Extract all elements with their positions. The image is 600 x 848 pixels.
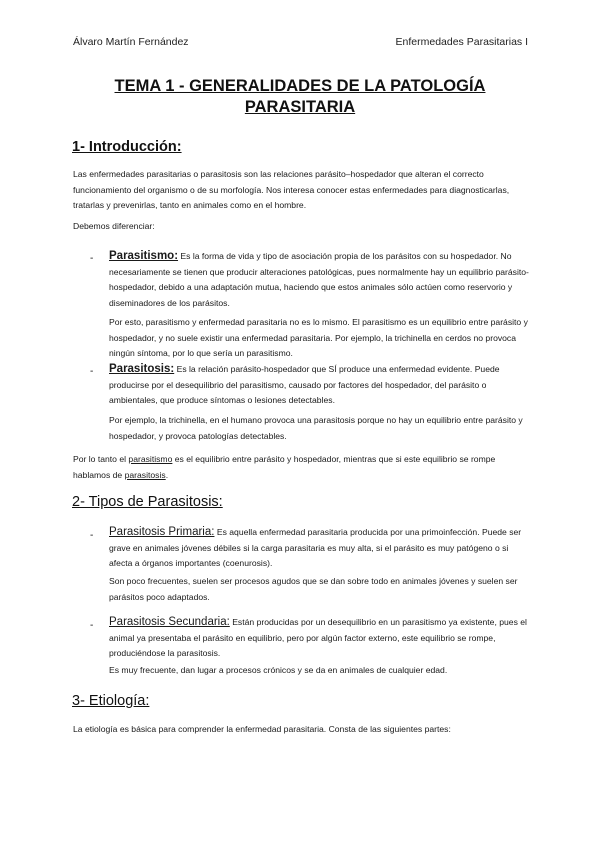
header-subject: Enfermedades Parasitarias I [395,36,528,48]
list-dash: - [90,366,94,377]
list-item-primaria [109,525,534,572]
list-item-secundaria [109,615,534,662]
etiologia-paragraph: La etiología es básica para comprender la enfermedad parasitaria. Consta de las siguientes partes: [73,724,451,734]
intro-paragraph: Las enfermedades parasitarias o parasitosis son las relaciones parásito–hospedador que alteran el correcto funcionamiento del organismo o de su morfología. Nos interesa conocer estas enfermedades para diagnosticarlas, tratarlas y prevenirlas, tanto en animales como en el hombre. [73,169,510,210]
document-title: TEMA 1 - GENERALIDADES DE LA PATOLOGÍA PARASITARIA [114,77,486,116]
list-dash: - [90,620,94,631]
section-heading-introduccion: 1- Introducción: [72,139,182,155]
list-item-parasitosis [109,362,534,409]
list-dash: - [90,530,94,541]
definition-parasitosis: Es la relación parásito-hospedador que SÍ produce una enfermedad evidente. Puede producirse por el desequilibrio del parasitismo, causado por factores del hospedador, del parásito o ambientales, que produce síntomas o lesiones detectables. [109,364,500,405]
term-primaria: Parasitosis Primaria: [109,526,215,538]
term-parasitosis: Parasitosis: [109,363,175,375]
definition-primaria: Es aquella enfermedad parasitaria producida por una primoinfección. Puede ser grave en animales jóvenes débiles si la carga parasitaria es muy alta, si el parásito es muy patógeno o si afecta a órganos importantes (coenurosis). [109,527,522,568]
conclusion-paragraph [73,452,533,483]
secundaria-extra: Es muy frecuente, dan lugar a procesos crónicos y se da en animales de cualquier edad. [109,665,448,675]
section-heading-tipos: 2- Tipos de Parasitosis: [72,494,223,510]
definition-parasitismo: Es la forma de vida y tipo de asociación propia de los parásitos con su hospedador. No necesariamente se tienen que producir alteraciones patológicas, pues normalmente hay un equilibrio parásito-hospedador, debido a una adaptación mutua, haciendo que estos animales sólo actúen como reservorio y diseminadores de los parásitos. [109,251,529,308]
section-heading-etiologia: 3- Etiología: [72,693,150,709]
parasitosis-extra: Por ejemplo, la trichinella, en el humano provoca una parasitosis porque no hay un equilibrio entre parásito y hospedador, y provoca patologías detectables. [109,415,523,441]
term-secundaria: Parasitosis Secundaria: [109,616,230,628]
definition-secundaria: Están producidas por un desequilibrio en un parasitismo ya existente, pues el animal ya presentaba el parásito en equilibrio, pero por algún factor externo, este equilibrio se rompe, produciéndose la parasitosis. [109,617,527,658]
list-item-parasitismo [109,249,534,311]
conclusion-text: . [165,469,169,480]
conclusion-text: es el equilibrio entre parásito y hospedador, mientras que si este equilibrio se rompe hablamos de [73,454,496,480]
term-parasitismo: Parasitismo: [109,250,179,262]
parasitismo-extra: Por esto, parasitismo y enfermedad parasitaria no es lo mismo. El parasitismo es un equilibrio entre parásito y hospedador, y no suele existir una enfermedad parasitaria. Por ejemplo, la trichinella en cerdos no provoca ningún síntoma, por lo que sería un parasitismo. [109,317,528,358]
conclusion-term-parasitismo: parasitismo [128,454,173,464]
list-dash: - [90,253,94,264]
conclusion-text: Por lo tanto el [73,454,129,464]
intro-lead: Debemos diferenciar: [73,221,155,231]
header-author: Álvaro Martín Fernández [73,36,189,48]
conclusion-term-parasitosis: parasitosis [124,469,166,480]
primaria-extra: Son poco frecuentes, suelen ser procesos agudos que se dan sobre todo en animales jóvenes y suelen ser parásitos poco adaptados. [109,576,518,602]
